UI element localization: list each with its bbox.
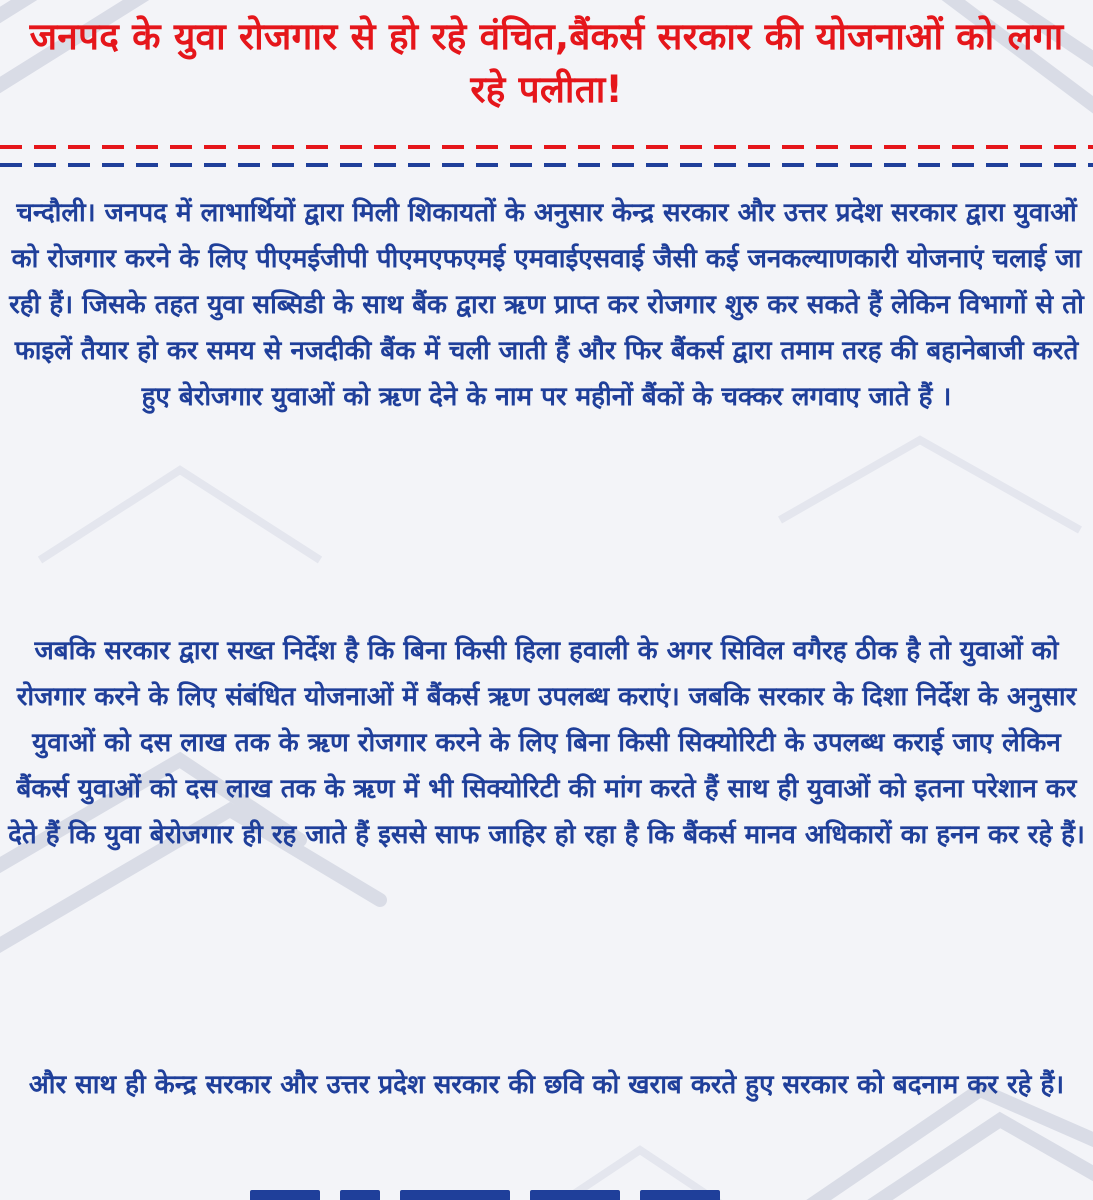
divider-blue-dashed (0, 163, 1093, 167)
article-paragraph-1: चन्दौली। जनपद में लाभार्थियों द्वारा मिली शिकायतों के अनुसार केन्द्र सरकार और उत्तर प्रदेश सरकार द्वारा युवाओं को रोजगार करने के लिए पीएमईजीपी पीएमएफएमई एमवाईएसवाई जैसी कई जनकल्याणकारी योजनाएं चलाई जा रही हैं। जिसके तहत युवा सब्सिडी के साथ बैंक द्वारा ऋण प्राप्त कर रोजगार शुरु कर सकते हैं लेकिन विभागों से तो फाइलें तैयार हो कर समय से नजदीकी बैंक में चली जाती हैं और फिर बैंकर्स द्वारा तमाम तरह की बहानेबाजी करते हुए बेरोजगार युवाओं को ऋण देने के नाम पर महीनों बैंकों के चक्कर लगवाए जाते हैं । (9, 198, 1084, 412)
article-paragraph-3: और साथ ही केन्द्र सरकार और उत्तर प्रदेश सरकार की छवि को खराब करते हुए सरकार को बदनाम कर रहे हैं। (28, 1070, 1065, 1100)
divider-red-dashed (0, 145, 1093, 149)
headline: जनपद के युवा रोजगार से हो रहे वंचित,बैंकर्स सरकार की योजनाओं को लगा रहे पलीता! (29, 15, 1064, 111)
cut-off-text-line (250, 1184, 850, 1200)
article-paragraph-2: जबकि सरकार द्वारा सख्त निर्देश है कि बिना किसी हिला हवाली के अगर सिविल वगैरह ठीक है तो युवाओं को रोजगार करने के लिए संबंधित योजनाओं में बैंकर्स ऋण उपलब्ध कराएं। जबकि सरकार के दिशा निर्देश के अनुसार युवाओं को दस लाख तक के ऋण रोजगार करने के लिए बिना किसी सिक्योरिटी के उपलब्ध कराई जाए लेकिन बैंकर्स युवाओं को दस लाख तक के ऋण में भी सिक्योरिटी की मांग करते हैं साथ ही युवाओं को इतना परेशान कर देते हैं कि युवा बेरोजगार ही रह जाते हैं इससे साफ जाहिर हो रहा है कि बैंकर्स मानव अधिकारों का हनन कर रहे हैं। (8, 636, 1085, 850)
